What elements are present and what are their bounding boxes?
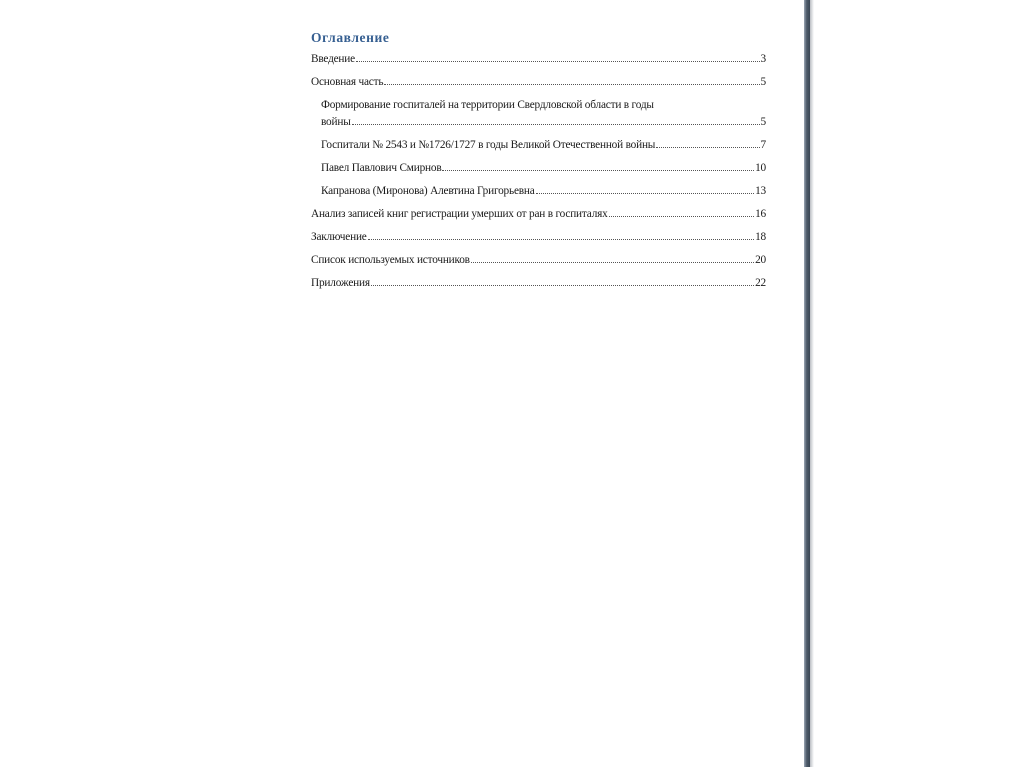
table-of-contents bbox=[311, 29, 766, 299]
toc-leader-dots bbox=[384, 75, 759, 85]
toc-entry-kapranova[interactable] bbox=[321, 184, 766, 198]
toc-entry-continuation bbox=[321, 115, 766, 129]
toc-entry-label: Основная часть bbox=[311, 76, 384, 88]
toc-entry-label: Павел Павлович Смирнов bbox=[321, 162, 442, 174]
toc-leader-dots bbox=[368, 230, 754, 240]
toc-page-number: 5 bbox=[760, 76, 766, 88]
toc-leader-dots bbox=[471, 253, 754, 263]
toc-title: Оглавление bbox=[311, 30, 390, 45]
toc-page-number: 13 bbox=[755, 185, 766, 197]
toc-page-number: 3 bbox=[760, 53, 766, 65]
toc-entry-label: Госпитали № 2543 и №1726/1727 в годы Великой Отечественной войны bbox=[321, 139, 656, 151]
toc-entry-conclusion[interactable] bbox=[311, 230, 766, 244]
toc-entry-label: войны bbox=[321, 116, 351, 128]
toc-leader-dots bbox=[356, 52, 760, 62]
toc-leader-dots bbox=[442, 161, 754, 171]
toc-page-number: 20 bbox=[755, 254, 766, 266]
toc-entry-label: Список используемых источников bbox=[311, 254, 470, 266]
toc-entry-label: Введение bbox=[311, 53, 355, 65]
toc-entry-introduction[interactable] bbox=[311, 52, 766, 66]
toc-page-number: 16 bbox=[755, 208, 766, 220]
toc-entry-label: Заключение bbox=[311, 231, 367, 243]
toc-page-number: 18 bbox=[755, 231, 766, 243]
toc-leader-dots bbox=[609, 207, 755, 217]
toc-page-number: 7 bbox=[760, 139, 766, 151]
toc-entry-hospitals-formation[interactable] bbox=[321, 98, 766, 129]
toc-entry-appendices[interactable] bbox=[311, 276, 766, 290]
toc-entry-main-part[interactable] bbox=[311, 75, 766, 89]
toc-entry-smirnov[interactable] bbox=[321, 161, 766, 175]
toc-page-number: 22 bbox=[755, 277, 766, 289]
toc-entry-hospitals-2543[interactable] bbox=[321, 138, 766, 152]
toc-entry-analysis[interactable] bbox=[311, 207, 766, 221]
toc-leader-dots bbox=[371, 276, 754, 286]
toc-entry-sources[interactable] bbox=[311, 253, 766, 267]
toc-leader-dots bbox=[656, 138, 759, 148]
page-edge-shadow bbox=[810, 0, 814, 767]
toc-entry-label: Анализ записей книг регистрации умерших от ран в госпиталях bbox=[311, 208, 608, 220]
toc-entry-label: Капранова (Миронова) Алевтина Григорьевна bbox=[321, 185, 535, 197]
toc-leader-dots bbox=[536, 184, 755, 194]
toc-entry-label: Формирование госпиталей на территории Свердловской области в годы bbox=[321, 99, 654, 111]
toc-page-number: 10 bbox=[755, 162, 766, 174]
toc-entry-label: Приложения bbox=[311, 277, 370, 289]
toc-leader-dots bbox=[352, 115, 760, 125]
toc-page-number: 5 bbox=[760, 116, 766, 128]
